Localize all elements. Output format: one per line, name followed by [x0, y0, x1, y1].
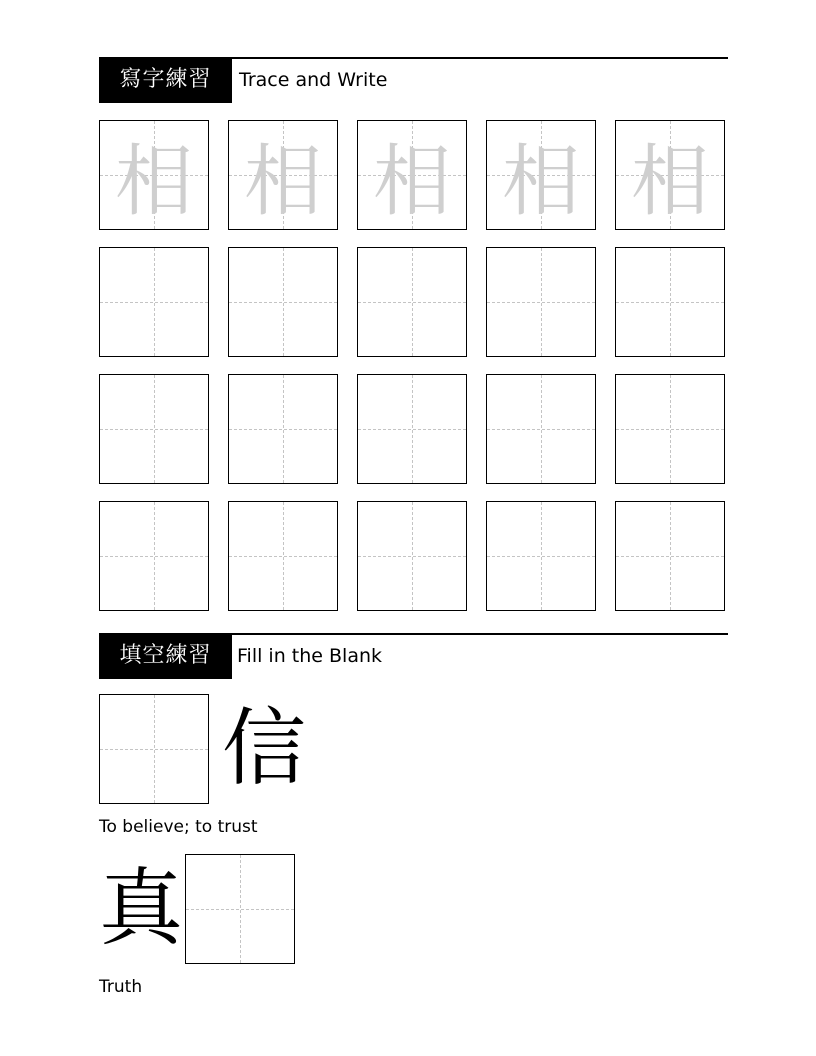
given-character: 真	[99, 859, 184, 957]
practice-cell[interactable]	[99, 374, 209, 484]
character-meaning: To believe; to trust	[99, 817, 258, 837]
practice-cell[interactable]	[357, 374, 467, 484]
trace-section-tag: 寫字練習	[99, 57, 232, 103]
practice-cell[interactable]	[228, 247, 338, 357]
trace-section-header	[99, 57, 728, 103]
blank-box[interactable]	[99, 694, 209, 804]
trace-cell[interactable]	[486, 120, 596, 230]
trace-section-subtitle: Trace and Write	[239, 69, 388, 91]
practice-cell[interactable]	[615, 501, 725, 611]
practice-cell[interactable]	[615, 374, 725, 484]
practice-cell[interactable]	[486, 247, 596, 357]
trace-cell[interactable]	[99, 120, 209, 230]
given-character: 信	[222, 699, 307, 797]
blank-section-subtitle: Fill in the Blank	[237, 645, 383, 667]
practice-cell[interactable]	[228, 501, 338, 611]
trace-character: 相	[243, 137, 322, 227]
grid-row	[99, 374, 729, 487]
trace-cell[interactable]	[228, 120, 338, 230]
practice-cell[interactable]	[486, 501, 596, 611]
trace-character: 相	[630, 137, 709, 227]
blank-section-header	[99, 633, 728, 679]
trace-character: 相	[372, 137, 451, 227]
blank-section-tag: 填空練習	[99, 633, 232, 679]
practice-cell[interactable]	[357, 247, 467, 357]
practice-cell[interactable]	[615, 247, 725, 357]
character-meaning: Truth	[99, 977, 143, 997]
practice-cell[interactable]	[99, 247, 209, 357]
trace-character: 相	[501, 137, 580, 227]
grid-row	[99, 501, 729, 614]
grid-row	[99, 120, 729, 233]
practice-cell[interactable]	[486, 374, 596, 484]
practice-cell[interactable]	[357, 501, 467, 611]
trace-character: 相	[114, 137, 193, 227]
trace-cell[interactable]	[615, 120, 725, 230]
trace-cell[interactable]	[357, 120, 467, 230]
blank-box[interactable]	[185, 854, 295, 964]
grid-row	[99, 247, 729, 360]
practice-cell[interactable]	[228, 374, 338, 484]
practice-grid	[99, 120, 729, 628]
practice-cell[interactable]	[99, 501, 209, 611]
